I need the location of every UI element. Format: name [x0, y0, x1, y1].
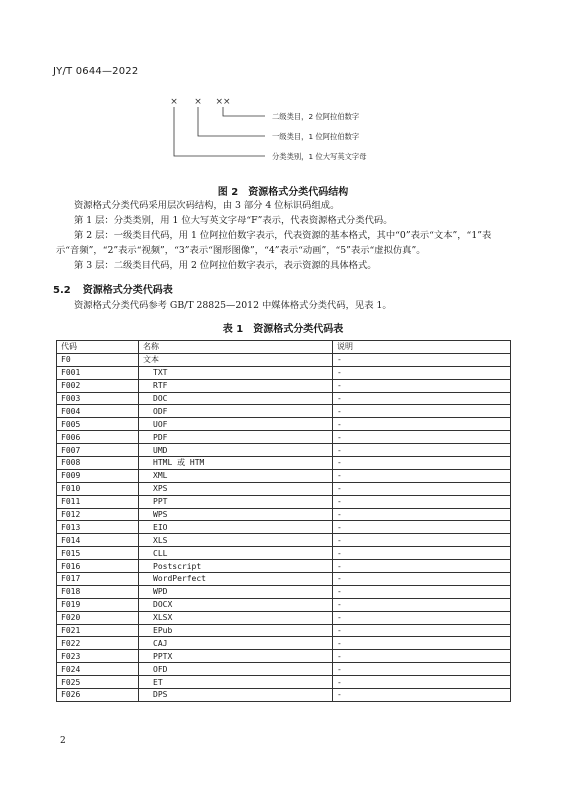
cell-note: -: [333, 650, 511, 663]
cell-note: -: [333, 624, 511, 637]
header-code: 代码: [57, 341, 139, 354]
figure-caption: 图 2 资源格式分类代码结构: [217, 187, 349, 198]
cell-note: -: [333, 444, 511, 457]
table-row: [57, 418, 511, 431]
cell-note: -: [333, 521, 511, 534]
cell-name: WPS: [139, 508, 333, 521]
cell-name: XPS: [139, 482, 333, 495]
cell-code: F010: [57, 482, 139, 495]
table-row: [57, 598, 511, 611]
cell-code: F021: [57, 624, 139, 637]
cell-note: -: [333, 611, 511, 624]
section-heading: [53, 281, 173, 296]
cell-note: -: [333, 495, 511, 508]
cell-code: F003: [57, 392, 139, 405]
table-row: [57, 534, 511, 547]
cell-name: DOCX: [139, 598, 333, 611]
cell-name: XLS: [139, 534, 333, 547]
cell-name: XLSX: [139, 611, 333, 624]
table-row: [57, 457, 511, 470]
diagram-svg: [160, 92, 420, 172]
cell-note: -: [333, 366, 511, 379]
cell-note: -: [333, 418, 511, 431]
mark-level2: ××: [215, 97, 231, 107]
table-row: [57, 676, 511, 689]
cell-name: WordPerfect: [139, 573, 333, 586]
table-row: [57, 482, 511, 495]
cell-code: F023: [57, 650, 139, 663]
table-row: [57, 521, 511, 534]
table-row: [57, 624, 511, 637]
cell-name: CAJ: [139, 637, 333, 650]
cell-name: PDF: [139, 431, 333, 444]
cell-name: Postscript: [139, 560, 333, 573]
cell-code: F001: [57, 366, 139, 379]
cell-note: -: [333, 663, 511, 676]
table-row: [57, 392, 511, 405]
cell-note: -: [333, 585, 511, 598]
cell-note: -: [333, 379, 511, 392]
paragraph-layer1: 第 1 层：分类类别，用 1 位大写英文字母“F”表示，代表资源格式分类代码。: [74, 215, 393, 226]
cell-code: F014: [57, 534, 139, 547]
cell-note: -: [333, 534, 511, 547]
cell-name: TXT: [139, 366, 333, 379]
cell-code: F013: [57, 521, 139, 534]
table-row: [57, 611, 511, 624]
cell-name: 文本: [139, 353, 333, 366]
cell-note: -: [333, 392, 511, 405]
cell-name: DOC: [139, 392, 333, 405]
table-row: [57, 495, 511, 508]
cell-name: DPS: [139, 689, 333, 702]
cell-note: -: [333, 482, 511, 495]
cell-name: RTF: [139, 379, 333, 392]
table-row: [57, 573, 511, 586]
cell-name: PPTX: [139, 650, 333, 663]
cell-code: F004: [57, 405, 139, 418]
label-category: 分类类别，1 位大写英文字母: [272, 152, 367, 161]
table-row: [57, 560, 511, 573]
table-row: [57, 366, 511, 379]
paragraph-structure: 资源格式分类代码采用层次码结构，由 3 部分 4 位标识码组成。: [74, 200, 340, 211]
cell-note: -: [333, 457, 511, 470]
cell-code: F022: [57, 637, 139, 650]
section-title: 资源格式分类代码表: [82, 285, 173, 296]
table-row: [57, 405, 511, 418]
cell-note: -: [333, 573, 511, 586]
cell-note: -: [333, 560, 511, 573]
label-level2: 二级类目，2 位阿拉伯数字: [272, 112, 360, 121]
table-row: [57, 663, 511, 676]
cell-name: UMD: [139, 444, 333, 457]
section-number: 5.2: [53, 285, 71, 296]
cell-code: F017: [57, 573, 139, 586]
cell-code: F015: [57, 547, 139, 560]
cell-code: F018: [57, 585, 139, 598]
cell-code: F0: [57, 353, 139, 366]
table-row: [57, 379, 511, 392]
cell-name: OFD: [139, 663, 333, 676]
table-row: [57, 650, 511, 663]
table-row: [57, 689, 511, 702]
label-level1: 一级类目，1 位阿拉伯数字: [272, 132, 360, 141]
table-header-row: [57, 341, 511, 354]
cell-code: F007: [57, 444, 139, 457]
cell-name: ET: [139, 676, 333, 689]
cell-name: XML: [139, 469, 333, 482]
cell-name: ODF: [139, 405, 333, 418]
table-row: [57, 585, 511, 598]
cell-name: EPub: [139, 624, 333, 637]
cell-code: F005: [57, 418, 139, 431]
cell-code: F006: [57, 431, 139, 444]
paragraph-layer2: 第 2 层：一级类目代码，用 1 位阿拉伯数字表示，代表资源的基本格式，其中“0”表示“文本”，“1”表示“音频”，“2”表示“视频”，“3”表示“图形图像”，“4”表示“动画”，“5”表示“虚拟仿真”。: [56, 230, 492, 256]
mark-level1: ×: [194, 97, 202, 107]
cell-code: F020: [57, 611, 139, 624]
table-row: [57, 431, 511, 444]
mark-category: ×: [170, 97, 178, 107]
bracket-level2: [223, 107, 265, 116]
cell-code: F002: [57, 379, 139, 392]
cell-code: F012: [57, 508, 139, 521]
cell-note: -: [333, 508, 511, 521]
cell-note: -: [333, 598, 511, 611]
cell-note: -: [333, 547, 511, 560]
table-row: [57, 508, 511, 521]
cell-name: CLL: [139, 547, 333, 560]
cell-name: HTML 或 HTM: [139, 457, 333, 470]
cell-note: -: [333, 689, 511, 702]
cell-code: F008: [57, 457, 139, 470]
cell-note: -: [333, 469, 511, 482]
cell-name: WPD: [139, 585, 333, 598]
cell-name: EIO: [139, 521, 333, 534]
standard-id: JY/T 0644—2022: [53, 66, 139, 77]
format-code-table: [56, 340, 511, 702]
cell-code: F024: [57, 663, 139, 676]
cell-note: -: [333, 405, 511, 418]
cell-note: -: [333, 431, 511, 444]
cell-note: -: [333, 676, 511, 689]
header-note: 说明: [333, 341, 511, 354]
cell-code: F016: [57, 560, 139, 573]
page-number: 2: [60, 736, 66, 746]
paragraph-layer3: 第 3 层：二级类目代码，用 2 位阿拉伯数字表示，表示资源的具体格式。: [74, 260, 377, 271]
table-row: [57, 469, 511, 482]
cell-code: F025: [57, 676, 139, 689]
cell-note: -: [333, 353, 511, 366]
cell-code: F009: [57, 469, 139, 482]
code-structure-diagram: [160, 92, 420, 172]
table-row: [57, 444, 511, 457]
table-row: [57, 637, 511, 650]
cell-code: F026: [57, 689, 139, 702]
paragraph-reference: 资源格式分类代码参考 GB/T 28825—2012 中媒体格式分类代码，见表 1。: [74, 300, 392, 311]
cell-name: PPT: [139, 495, 333, 508]
header-name: 名称: [139, 341, 333, 354]
cell-code: F011: [57, 495, 139, 508]
table-caption: 表 1 资源格式分类代码表: [222, 324, 344, 335]
table-row: [57, 547, 511, 560]
bracket-level1: [198, 107, 265, 136]
table-body: [57, 353, 511, 701]
cell-code: F019: [57, 598, 139, 611]
cell-name: UOF: [139, 418, 333, 431]
cell-note: -: [333, 637, 511, 650]
table-row: [57, 353, 511, 366]
bracket-category: [174, 107, 265, 156]
